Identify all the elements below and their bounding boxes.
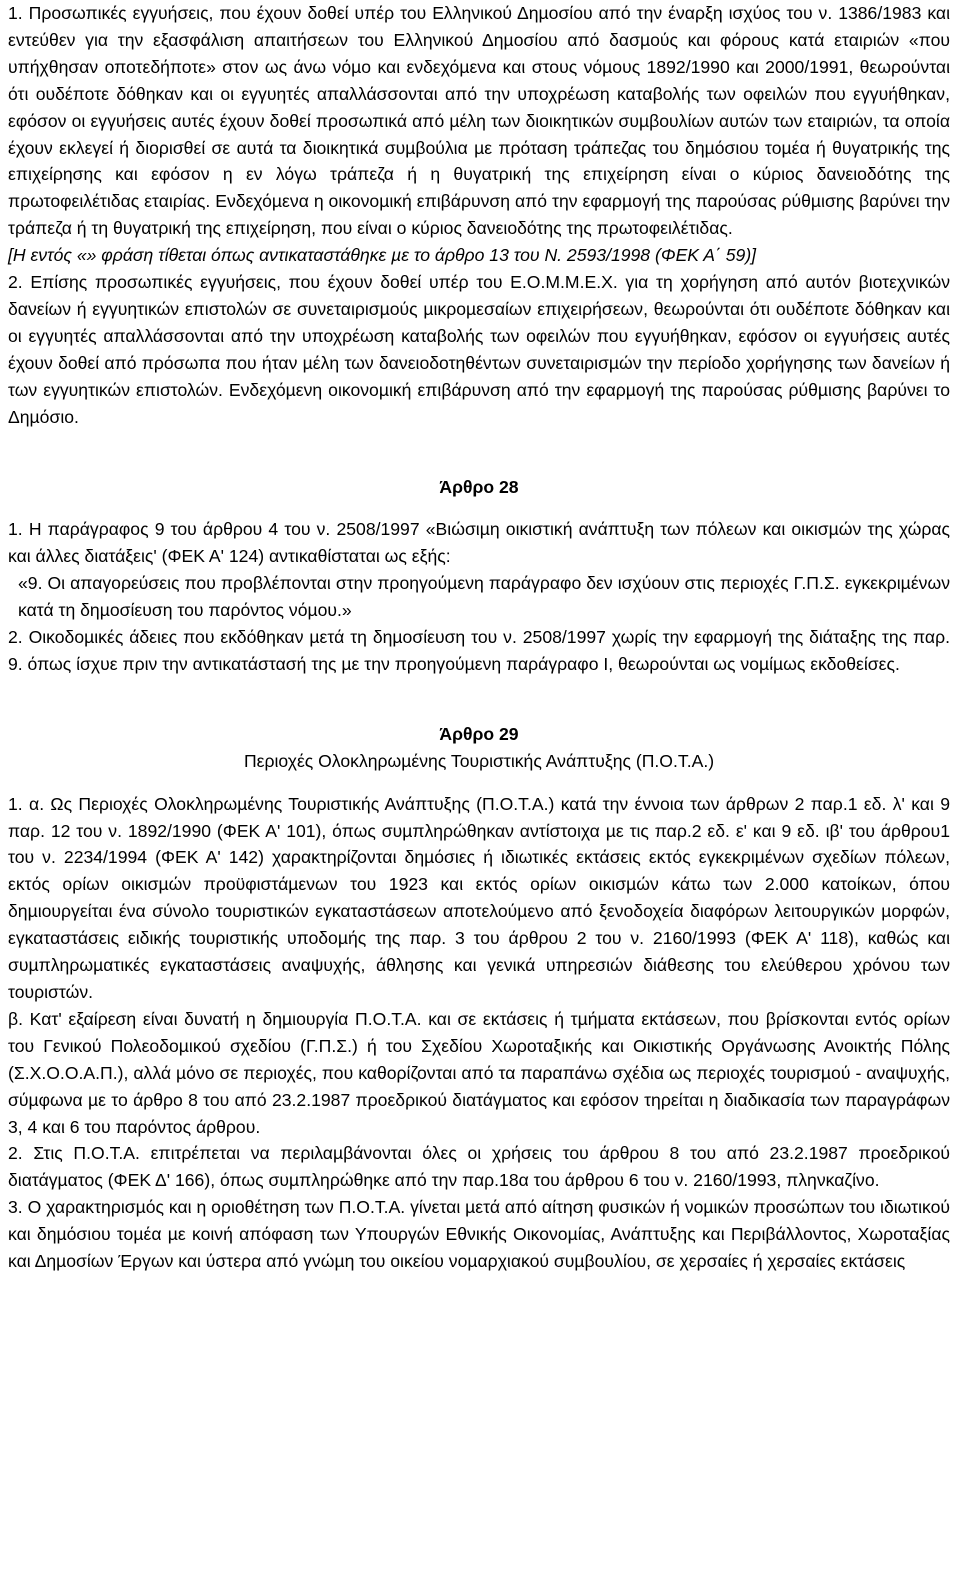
law-section-guarantees [8,0,950,431]
spacer [8,431,950,474]
article-28 [8,474,950,678]
article-29-heading: Άρθρο 29 [439,723,519,744]
article-29-paragraph-3: 3. Ο χαρακτηρισµός και η οριοθέτηση των Π.Ο.Τ.Α. γίνεται µετά από αίτηση φυσικών ή νοµικών προσώπων του ιδιωτικού και δηµόσιου τοµέα µε κοινή απόφαση των Υπουργών Εθνικής Οικονοµίας, Ανάπτυξης και Περιβάλλοντος, Χωροταξίας και Δηµοσίων Έργων και ύστερα από γνώµη του οικείου νοµαρχιακού συµβουλίου, σε χερσαίες ή χερσαίες εκτάσεις [8,1197,950,1272]
article-28-paragraph-2: 2. Οικοδοµικές άδειες που εκδόθηκαν µετά τη δηµοσίευση του ν. 2508/1997 χωρίς την εφαρµογή της διάταξης της παρ. 9. όπως ίσχυε πριν την αντικατάστασή της µε την προηγούµενη παράγραφο I, θεωρούνται ως νοµίµως εκδοθείσες. [8,627,950,674]
spacer [8,678,950,721]
article-29-paragraph-2: 2. Στις Π.Ο.Τ.Α. επιτρέπεται να περιλαµβάνονται όλες οι χρήσεις του άρθρου 8 του από 23.2.1987 προεδρικού διατάγµατος (ΦΕΚ Δ' 166), όπως συµπληρώθηκε από την παρ.18α του άρθρου 6 του ν. 2160/1993, πληνκαζίνο. [8,1143,950,1191]
amendment-note: [Η εντός «» φράση τίθεται όπως αντικαταστάθηκε µε το άρθρο 13 του Ν. 2593/1998 (ΦΕΚ Α΄ 59)] [8,245,757,266]
paragraph-2-guarantees-eommex: 2. Επίσης προσωπικές εγγυήσεις, που έχουν δοθεί υπέρ του Ε.Ο.Μ.Μ.Ε.Χ. για τη χορήγηση από αυτόν βιοτεχνικών δανείων ή εγγυητικών επιστολών σε συνεταιρισµούς µικροµεσαίων επιχειρήσεων, θεωρούνται ότι ουδέποτε δόθηκαν και οι εγγυητές απαλλάσσονται από την υποχρέωση καταβολής των οφειλών που εγγυήθηκαν, εφόσον οι εγγυήσεις αυτές έχουν δοθεί από πρόσωπα που ήταν µέλη των δανειοδοτηθέντων συνεταιρισµών την περίοδο χορήγησης των δανείων ή των εγγυητικών επιστολών. Ενδεχόµενη οικονοµική επιβάρυνση από την εφαρµογή της παρούσας ρύθµισης βαρύνει το Δηµόσιο. [8,272,950,427]
document-page [8,0,950,1275]
spacer [8,500,950,516]
paragraph-1-guarantees-state: 1. Προσωπικές εγγυήσεις, που έχουν δοθεί υπέρ του Ελληνικού Δηµοσίου από την έναρξη ισχύος του ν. 1386/1983 και εντεύθεν για την εξασφάλιση απαιτήσεων του Ελληνικού Δηµοσίου από δασµούς και φόρους κατά εταιριών «που υπήχθησαν οποτεδήποτε» στον ως άνω νόµο και ενδεχόµενα και στους νόµους 1892/1990 και 2000/1991, θεωρούνται ότι ουδέποτε δόθηκαν και οι εγγυητές απαλλάσσονται από την υποχρέωση καταβολής των οφειλών που εγγυήθηκαν, εφόσον οι εγγυήσεις αυτές έχουν δοθεί προσωπικά από µέλη των διοικητικών συµβουλίων αυτών των εταιριών, τα οποία έχουν εκλεγεί ή διορισθεί σε αυτά τα διοικητικά συµβούλια µε πρόταση τράπεζας του δηµόσιου τοµέα ή θυγατρικής της επιχείρησης και εφόσον η εν λόγω τράπεζα ή η θυγατρική της επιχείρηση είναι ο κύριος δανειοδότης της πρωτοφειλέτιδας εταιρίας. Ενδεχόµενα η οικονοµική επιβάρυνση από την εφαρµογή της παρούσας ρύθµισης βαρύνει την τράπεζα ή τη θυγατρική της επιχείρηση, που είναι ο κύριος δανειοδότης της πρωτοφειλέτιδας. [8,3,950,239]
spacer [8,775,950,791]
article-28-quoted-paragraph: «9. Οι απαγορεύσεις που προβλέπονται στην προηγούµενη παράγραφο δεν ισχύουν στις περιοχές Γ.Π.Σ. εγκεκριµένων κατά τη δηµοσίευση του παρόντος νόµου.» [18,573,950,621]
article-29-paragraph-1b: β. Κατ' εξαίρεση είναι δυνατή η δηµιουργία Π.Ο.Τ.Α. και σε εκτάσεις ή τµήµατα εκτάσεων, που βρίσκονται εντός ορίων του Γενικού Πολεοδοµικού σχεδίου (Γ.Π.Σ.) ή του Σχεδίου Χωροταξικής και Οικιστικής Οργάνωσης Ανοικτής Πόλης (Σ.Χ.Ο.Ο.Α.Π.), αλλά µόνο σε περιοχές, που καθορίζονται από τα παραπάνω σχέδια ως περιοχές τουρισµού - αναψυχής, σύµφωνα µε το άρθρο 8 του από 23.2.1987 προεδρικού διατάγµατος και εφόσον τηρείται η διαδικασία των παραγράφων 3, 4 και 6 του παρόντος άρθρου. [8,1008,950,1137]
article-29-paragraph-1a: 1. α. Ως Περιοχές Ολοκληρωµένης Τουριστικής Ανάπτυξης (Π.Ο.Τ.Α.) κατά την έννοια των άρθρων 2 παρ.1 εδ. λ' και 9 παρ. 12 του ν. 1892/1990 (ΦΕΚ Α' 101), όπως συµπληρώθηκαν αντίστοιχα µε τις παρ.2 εδ. ε' και 9 εδ. ιβ' του άρθρου1 του ν. 2234/1994 (ΦΕΚ Α' 142) χαρακτηρίζονται δηµόσιες ή ιδιωτικές εκτάσεις εκτός εγκεκριµένων σχεδίων πόλεων, εκτός ορίων οικισµών προϋφιστάµενων του 1923 και εκτός ορίων οικισµών κάτω των 2.000 κατοίκων, όπου δηµιουργείται ένα σύνολο τουριστικών εγκαταστάσεων αποτελούµενο από ξενοδοχεία διαφόρων λειτουργικών µορφών, εγκαταστάσεις ειδικής τουριστικής υποδοµής της παρ. 3 του άρθρου 2 του ν. 2160/1993 (ΦΕΚ Α' 118), καθώς και συµπληρωµατικές εγκαταστάσεις αναψυχής, άθλησης και γενικά υπηρεσιών διάθεσης του ελεύθερου χρόνου των τουριστών. [8,793,950,1002]
article-28-paragraph-1: 1. Η παράγραφος 9 του άρθρου 4 του ν. 2508/1997 «Βιώσιµη οικιστική ανάπτυξη των πόλεων και οικισµών της χώρας και άλλες διατάξεις' (ΦΕΚ Α' 124) αντικαθίσταται ως εξής: [8,519,950,567]
article-28-heading: Άρθρο 28 [439,476,519,497]
article-29-subtitle: Περιοχές Ολοκληρωµένης Τουριστικής Ανάπτυξης (Π.Ο.Τ.Α.) [243,750,715,771]
article-29 [8,721,950,1275]
